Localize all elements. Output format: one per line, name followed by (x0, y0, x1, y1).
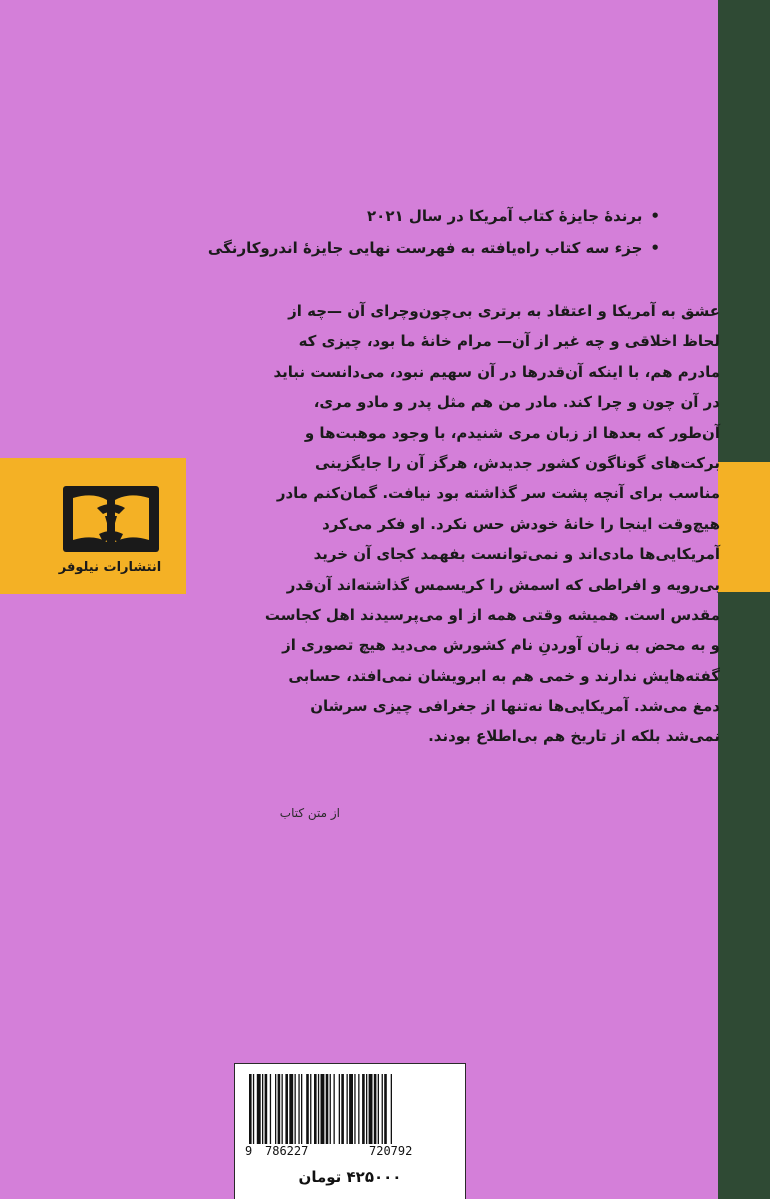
price: ۴۲۵۰۰۰ تومان (298, 1168, 402, 1186)
publisher-logo-icon (63, 486, 159, 552)
excerpt-line: عشق به آمریکا و اعتقاد به برتری بی‌چون‌وچرای آن —چه از (288, 302, 720, 320)
award-list (180, 200, 660, 264)
excerpt-line: دمغ می‌شد. آمریکایی‌ها نه‌تنها از جغرافی چیزی سرشان (310, 697, 720, 716)
excerpt-line: در آن چون و چرا کند. مادر من هم مثل پدر و مادو مری، (313, 393, 720, 412)
excerpt-line: نمی‌شد بلکه از تاریخ هم بی‌اطلاع بودند. (428, 727, 720, 746)
excerpt-line: لحاظ اخلاقی و چه غیر از آن— مرام خانهٔ ما بود، چیزی که (298, 332, 720, 351)
excerpt-line: آن‌طور که بعدها از زبان مری شنیدم، با وجود موهبت‌ها و (304, 423, 720, 442)
excerpt-line: بی‌رویه و افراطی که اسمش را کریسمس گذاشته‌اند آن‌قدر (286, 575, 720, 594)
book-excerpt (245, 296, 720, 752)
excerpt-source: از متن کتاب (279, 806, 340, 820)
excerpt-line: آمریکایی‌ها مادی‌اند و نمی‌توانست بفهمد کجای آن خرید (313, 545, 720, 564)
barcode-digits (243, 1144, 459, 1164)
barcode-right-digits: 720792 (369, 1144, 413, 1158)
excerpt-line: مناسب برای آنچه پشت سر گذاشته بود نیافت. گمان‌کنم مادر (276, 484, 720, 503)
award-text: برندهٔ جایزهٔ کتاب آمریکا در سال ۲۰۲۱ (367, 207, 643, 225)
award-item (180, 200, 660, 232)
excerpt-line: مقدس است. همیشه وقتی همه از او می‌پرسیدند اهل کجاست (264, 605, 720, 624)
bullet-icon: • (650, 207, 660, 225)
excerpt-line: گفته‌هایش ندارند و خمی هم به ابرویشان نمی‌افتد، حسابی (288, 666, 720, 685)
publisher-name: انتشارات نیلوفر (58, 560, 162, 575)
award-item (180, 232, 660, 264)
spine-yellow-band (718, 462, 770, 592)
bullet-icon: • (650, 239, 660, 257)
barcode-label (234, 1063, 466, 1199)
excerpt-line: و به محض به زبان آوردنِ نام کشورش می‌دید هیچ تصوری از (282, 636, 720, 655)
barcode-left-digits: 786227 (265, 1144, 309, 1158)
barcode-first-digit: 9 (245, 1144, 253, 1158)
excerpt-line: هیچ‌وقت اینجا را خانهٔ خودش حس نکرد. او فکر می‌کرد (322, 514, 720, 533)
excerpt-line: برکت‌های گوناگون کشور جدیدش، هرگز آن را جایگزینی (315, 453, 720, 472)
award-text: جزء سه کتاب راه‌یافته به فهرست نهایی جایزهٔ اندروکارنگی (207, 239, 643, 257)
excerpt-line: مادرم هم، با اینکه آن‌قدرها در آن سهیم نبود، می‌دانست نباید (273, 362, 720, 381)
book-spine (718, 0, 770, 1199)
barcode-icon (245, 1074, 457, 1144)
